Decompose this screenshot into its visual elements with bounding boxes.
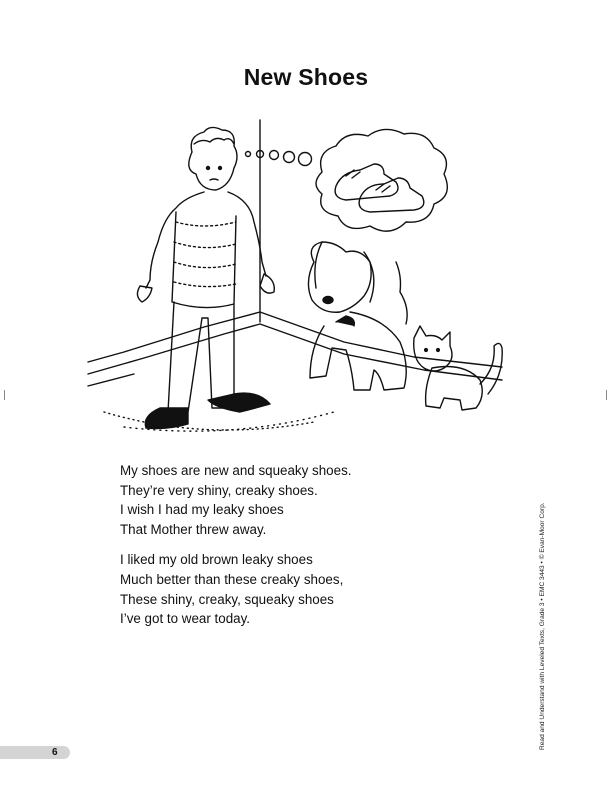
page-title: New Shoes [243, 64, 369, 90]
poem-stanza-2 [120, 550, 500, 628]
dog-icon [308, 242, 407, 390]
boy-with-dog-and-cat-dreaming-of-old-shoes-icon [84, 112, 504, 442]
poem-stanza-1 [120, 461, 500, 539]
page-number-tab [0, 746, 70, 759]
cat-icon [414, 326, 503, 410]
crop-mark-left [4, 390, 5, 400]
thought-bubble-icon [246, 129, 448, 231]
poem-line: I wish I had my leaky shoes [120, 502, 284, 518]
poem-line: Much better than these creaky shoes, [120, 571, 344, 587]
side-credit: Read and Understand with Leveled Texts, Grade 3 • EMC 3443 • © Evan-Moor Corp. [539, 502, 546, 750]
page-number: 6 [52, 747, 58, 758]
poem-line: They’re very shiny, creaky shoes. [120, 482, 318, 498]
poem-line: That Mother threw away. [120, 521, 267, 537]
crop-mark-right [606, 390, 607, 400]
poem [120, 461, 500, 640]
poem-line: My shoes are new and squeaky shoes. [120, 463, 352, 478]
poem-line: These shiny, creaky, squeaky shoes [120, 591, 334, 607]
poem-line: I’ve got to wear today. [120, 611, 251, 627]
boy-icon [137, 127, 274, 428]
poem-line: I liked my old brown leaky shoes [120, 552, 313, 568]
